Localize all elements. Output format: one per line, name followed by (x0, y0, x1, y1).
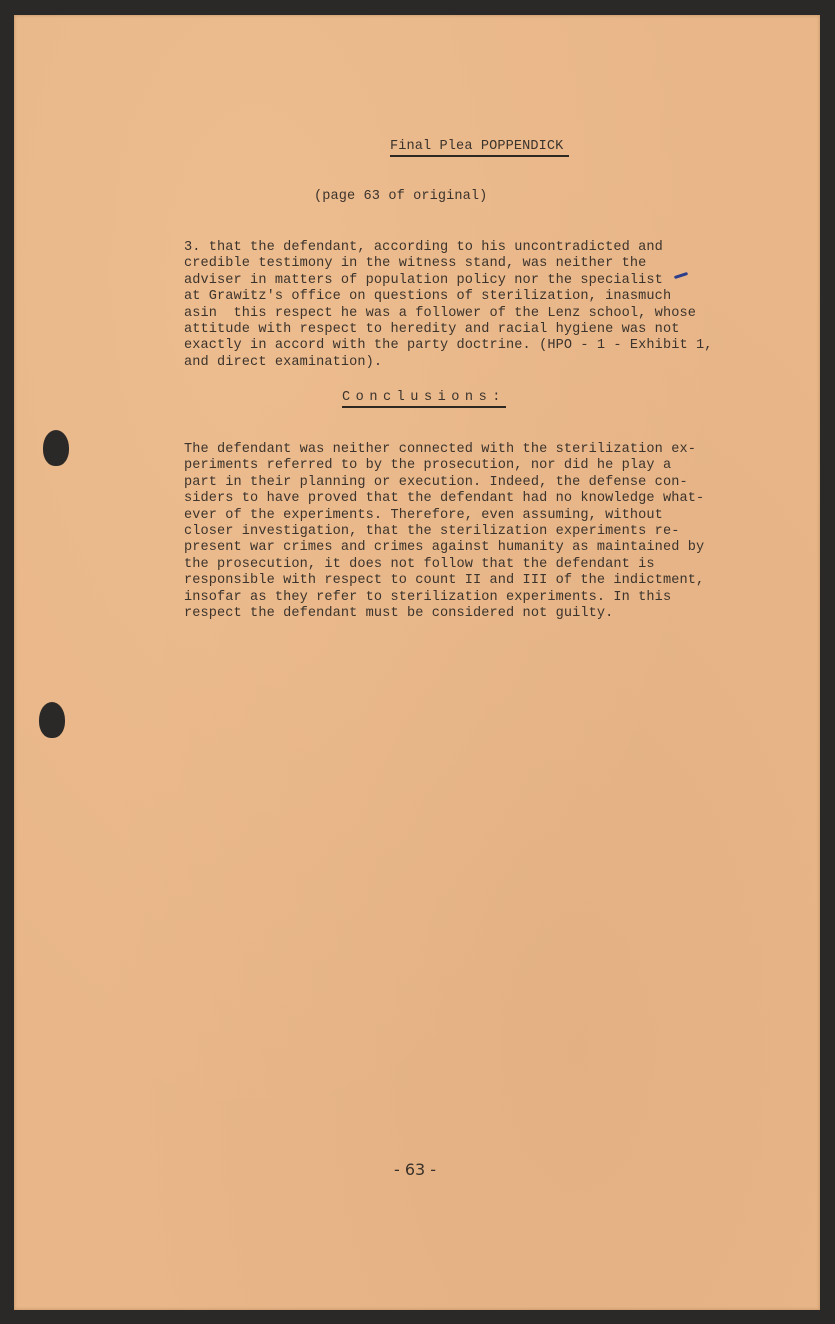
punch-hole (43, 430, 69, 466)
text-line: ever of the experiments. Therefore, even assuming, without (184, 507, 663, 523)
text-line: asin this respect he was a follower of the Lenz school, whose (184, 305, 696, 321)
text-line: exactly in accord with the party doctrine. (HPO - 1 - Exhibit 1, (184, 338, 713, 354)
text-line: insofar as they refer to sterilization experiments. In this (184, 589, 672, 605)
text-line: siders to have proved that the defendant had no knowledge what- (184, 491, 705, 507)
punch-hole (39, 702, 65, 738)
document-title: Final Plea POPPENDICK (390, 139, 569, 157)
page-number: - 63 - (394, 1160, 437, 1179)
paragraph-conclusions (184, 442, 744, 622)
conclusions-heading: Conclusions: (342, 390, 506, 408)
text-line: adviser in matters of population policy nor the specialist (184, 272, 663, 288)
paragraph-point-3 (184, 240, 744, 371)
text-line: the prosecution, it does not follow that the defendant is (184, 556, 655, 572)
text-line: closer investigation, that the sterilization experiments re- (184, 524, 680, 540)
document-page (14, 15, 820, 1310)
text-line: part in their planning or execution. Indeed, the defense con- (184, 474, 688, 490)
text-line: at Grawitz's office on questions of sterilization, inasmuch (184, 289, 672, 305)
text-line: respect the defendant must be considered not guilty. (184, 606, 614, 622)
text-line: periments referred to by the prosecution, nor did he play a (184, 458, 672, 474)
text-line: The defendant was neither connected with the sterilization ex- (184, 442, 696, 457)
text-line: responsible with respect to count II and III of the indictment, (184, 573, 705, 589)
text-line: attitude with respect to heredity and racial hygiene was not (184, 322, 680, 338)
document-subtitle: (page 63 of original) (314, 189, 488, 204)
text-line: 3. that the defendant, according to his uncontradicted and (184, 240, 663, 255)
text-line: and direct examination). (184, 354, 383, 370)
text-line: credible testimony in the witness stand, was neither the (184, 256, 647, 272)
text-line: present war crimes and crimes against humanity as maintained by (184, 540, 705, 556)
